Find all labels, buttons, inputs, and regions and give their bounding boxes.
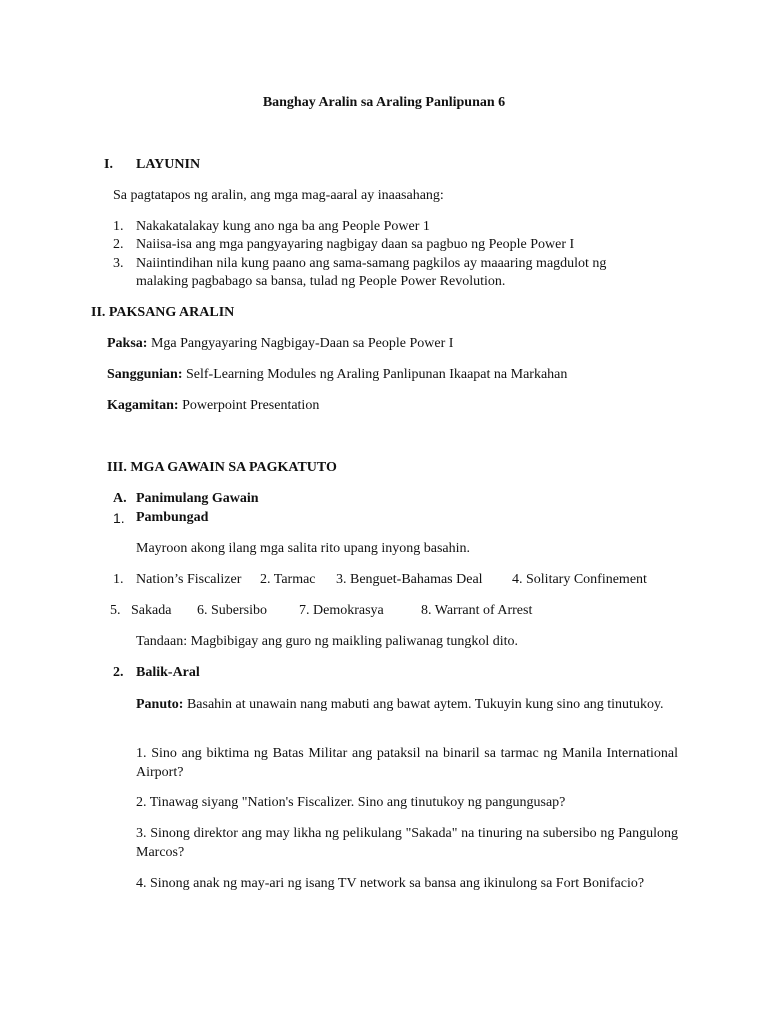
question-4: 4. Sinong anak ng may-ari ng isang TV network sa bansa ang ikinulong sa Fort Bonifacio? — [136, 876, 645, 891]
word-5: Sakada — [131, 603, 172, 618]
section-1-intro: Sa pagtatapos ng aralin, ang mga mag-aaral ay inaasahang: — [113, 188, 444, 203]
word-list-row-2-number: 5. — [110, 603, 121, 618]
objective-1-text: Nakakatalakay kung ano nga ba ang People Power 1 — [136, 219, 430, 234]
item-2-number: 2. — [113, 665, 124, 680]
section-1-heading: LAYUNIN — [136, 157, 201, 172]
word-3: 3. Benguet-Bahamas Deal — [336, 572, 483, 587]
paksa-row — [107, 335, 453, 354]
kagamitan-label: Kagamitan: — [107, 398, 179, 413]
objective-1-number: 1. — [113, 219, 124, 234]
panuto-paragraph — [136, 696, 678, 715]
objective-2-text: Naiisa-isa ang mga pangyayaring nagbigay daan sa pagbuo ng People Power I — [136, 237, 575, 252]
word-2: 2. Tarmac — [260, 572, 316, 587]
kagamitan-value: Powerpoint Presentation — [182, 398, 320, 413]
word-1: Nation’s Fiscalizer — [136, 572, 242, 587]
panuto-text: Basahin at unawain nang mabuti ang bawat aytem. Tukuyin kung sino ang tinutukoy. — [186, 697, 664, 712]
tandaan-note: Tandaan: Magbibigay ang guro ng maikling paliwanag tungkol dito. — [136, 634, 518, 649]
section-2-heading: II. PAKSANG ARALIN — [91, 305, 235, 320]
sanggunian-value: Self-Learning Modules ng Araling Panlipunan Ikaapat na Markahan — [185, 367, 568, 382]
section-1-numeral: I. — [104, 157, 113, 172]
item-2-heading: Balik-Aral — [136, 665, 200, 680]
question-1: 1. Sino ang biktima ng Batas Militar ang pataksil na binaril sa tarmac ng Manila International Airport? — [136, 746, 678, 780]
question-3: 3. Sinong direktor ang may likha ng pelikulang "Sakada" na tinuring na subersibo ng Pangulong Marcos? — [136, 826, 678, 860]
word-7: 7. Demokrasya — [299, 603, 384, 618]
subsection-a-letter: A. — [113, 491, 127, 506]
word-list-row-1-number: 1. — [113, 572, 124, 587]
word-4: 4. Solitary Confinement — [512, 572, 647, 587]
sanggunian-label: Sanggunian: — [107, 367, 183, 382]
objective-2-number: 2. — [113, 237, 124, 252]
sanggunian-row — [107, 366, 567, 385]
objective-3-number: 3. — [113, 256, 124, 271]
subsection-a-heading: Panimulang Gawain — [136, 491, 259, 506]
item-1-heading: Pambungad — [136, 510, 209, 525]
question-2: 2. Tinawag siyang "Nation's Fiscalizer. Sino ang tinutukoy ng pangungusap? — [136, 795, 566, 810]
item-1-number: 1. — [113, 510, 125, 526]
paksa-label: Paksa: — [107, 336, 148, 351]
section-3-heading: III. MGA GAWAIN SA PAGKATUTO — [107, 460, 337, 475]
document-title: Banghay Aralin sa Araling Panlipunan 6 — [262, 95, 506, 110]
kagamitan-row — [107, 397, 319, 416]
panuto-label: Panuto: — [136, 697, 184, 712]
pambungad-intro: Mayroon akong ilang mga salita rito upang inyong basahin. — [136, 541, 470, 556]
word-6: 6. Subersibo — [197, 603, 267, 618]
objective-3-text-line1: Naiintindihan nila kung paano ang sama-samang pagkilos ay maaaring magdulot ng — [136, 256, 607, 271]
objective-3-text-line2: malaking pagbabago sa bansa, tulad ng People Power Revolution. — [136, 274, 506, 289]
paksa-value: Mga Pangyayaring Nagbigay-Daan sa People Power I — [150, 336, 454, 351]
word-8: 8. Warrant of Arrest — [421, 603, 533, 618]
